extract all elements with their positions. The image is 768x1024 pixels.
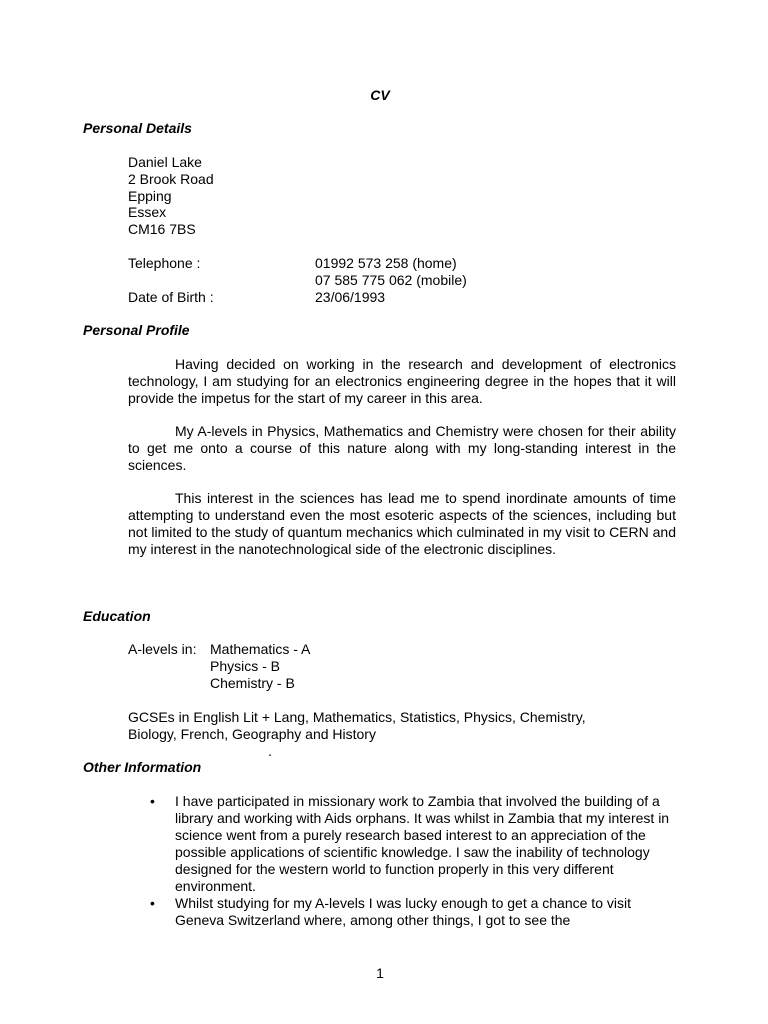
profile-paragraph-1: Having decided on working in the research and development of electronics technology, I am studying for an electronics engineering degree in the hopes that it will provide the impetus for the start of my career in this area.	[128, 356, 676, 406]
bullet-icon: •	[150, 895, 155, 911]
profile-paragraph-3: This interest in the sciences has lead me to spend inordinate amounts of time attempting to understand even the most esoteric aspects of the sciences, including but not limited to the study of quantum mechanics which culminated in my visit to CERN and my interest in the nanotechnological side of the electronic disciplines.	[128, 490, 676, 557]
bullet-icon: •	[150, 793, 155, 809]
personal-profile-heading: Personal Profile	[83, 322, 190, 338]
address-line-2: Epping	[128, 188, 172, 204]
personal-details-heading: Personal Details	[83, 120, 192, 136]
gcses-line-1: GCSEs in English Lit + Lang, Mathematics, Statistics, Physics, Chemistry,	[128, 709, 586, 725]
bullet-text: Whilst studying for my A-levels I was lucky enough to get a chance to visit Geneva Switzerland where, among other things, I got to see the	[175, 895, 631, 928]
list-item	[128, 895, 676, 929]
address-postcode: CM16 7BS	[128, 221, 196, 237]
bullet-text: I have participated in missionary work to Zambia that involved the building of a library and working with Aids orphans. It was whilst in Zambia that my interest in science went from a purely research based interest to an appreciation of the possible applications of scientific knowledge. I saw the inability of technology designed for the western world to function properly in this very different environment.	[175, 793, 670, 894]
alevel-item: Mathematics - A	[210, 641, 311, 657]
telephone-home: 01992 573 258 (home)	[315, 255, 457, 271]
page-number: 1	[376, 965, 384, 981]
education-heading: Education	[83, 608, 151, 624]
stray-period-mark: .	[268, 743, 272, 759]
alevel-item: Chemistry - B	[210, 675, 295, 691]
gcses-line-2: Biology, French, Geography and History	[128, 726, 376, 742]
dob-label: Date of Birth :	[128, 289, 214, 305]
dob-value: 23/06/1993	[315, 289, 386, 305]
profile-paragraph-2: My A-levels in Physics, Mathematics and Chemistry were chosen for their ability to get me onto a course of this nature along with my long-standing interest in the sciences.	[128, 423, 676, 473]
alevels-label: A-levels in:	[128, 641, 197, 657]
other-information-list	[128, 793, 676, 929]
list-item	[128, 793, 676, 895]
document-title: CV	[370, 87, 390, 103]
alevel-item: Physics - B	[210, 658, 281, 674]
telephone-mobile: 07 585 775 062 (mobile)	[315, 272, 467, 288]
telephone-label: Telephone :	[128, 255, 201, 271]
address-line-3: Essex	[128, 204, 167, 220]
other-information-heading: Other Information	[83, 759, 202, 775]
address-line-1: 2 Brook Road	[128, 171, 214, 187]
applicant-name: Daniel Lake	[128, 154, 202, 170]
